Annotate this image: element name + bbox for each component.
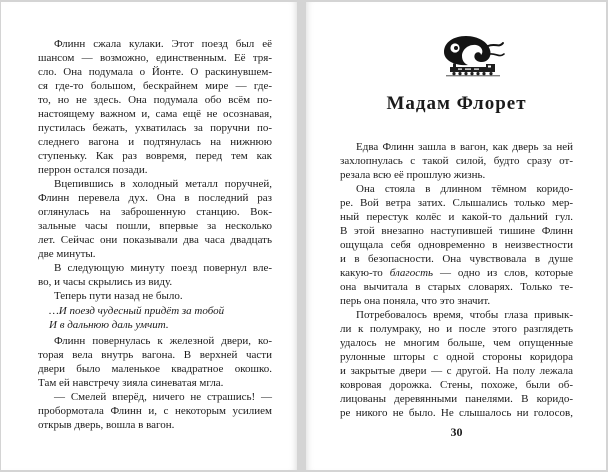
paragraph: [38, 37, 272, 177]
paragraph: [340, 182, 573, 308]
text-line: перрон остался позади.: [38, 164, 148, 176]
text-line: удалось не многим больше, чем опущенные: [340, 337, 573, 349]
verse-quote: [38, 304, 272, 332]
text-line: [340, 266, 573, 280]
text-line: настоящему важном и, сама ещё не осознавая,: [38, 108, 272, 120]
text-line: и в безопасности. Она чувствовала в душе: [340, 253, 573, 265]
text-line: то, но не здесь. Она подумала обо всём по-: [38, 94, 272, 106]
text-line: Флинн перевела дух. Она в последний раз: [38, 192, 272, 204]
text-line: ся где-то большом, бескрайнем мире — где-: [38, 80, 272, 92]
text-line: во, и часы скрылись из виду.: [38, 276, 173, 288]
page-number: 30: [450, 425, 463, 439]
text-line: сло. Она подумала о Йонте. О раскинувшем-: [38, 66, 272, 78]
paragraph: [38, 289, 272, 303]
text-segment: какую-то: [340, 267, 390, 279]
verse-line: …И поезд чудесный придёт за тобой: [49, 305, 225, 317]
text-line: Потребовалось время, чтобы глаза привык-: [356, 309, 573, 321]
text-line: Она стояла в длинном тёмном коридо-: [356, 183, 573, 195]
paragraph: [38, 334, 272, 390]
text-line: шансом — возможно, единственным. Её тря-: [38, 52, 272, 64]
emphasized-word: благость: [389, 267, 434, 279]
text-line: ступеньку. Как раз вовремя, перед тем как: [38, 150, 272, 162]
right-page: [306, 2, 606, 470]
left-page-text: [38, 37, 272, 432]
paragraph: [340, 140, 573, 182]
text-line: рулонные шторы с одной стороны коридора: [340, 351, 573, 363]
text-line: Флинн сжала кулаки. Этот поезд был её: [54, 38, 272, 50]
text-line: захлопнулась с такой силой, будто сразу от-: [340, 155, 573, 167]
text-line: ный перестук колёс и какой-то дальний гул.: [340, 211, 573, 223]
verse-line: И в дальнюю даль умчит.: [49, 319, 169, 331]
text-segment: — одно из слов, которые: [433, 267, 573, 279]
text-line: лет. Сейчас они показывали два часа двадцать: [38, 234, 272, 246]
text-line: ковровая дорожка. Стены, похоже, были об-: [340, 379, 573, 391]
chapter-title: Мадам Флорет: [386, 93, 527, 114]
text-line: пустилась бежать, ухватилась за поручни по-: [38, 122, 272, 134]
train-emblem-icon: [438, 34, 506, 78]
text-line: — Смелей вперёд, ничего не страшись! —: [54, 391, 272, 403]
left-page: [1, 2, 297, 470]
text-line: две минуты.: [38, 248, 96, 260]
text-line: торая вела внутрь вагона. В верхней части: [38, 349, 272, 361]
text-line: Флинн повернулась к железной двери, ко-: [54, 335, 272, 347]
text-line: оглянулась на заброшенную станцию. Вок-: [38, 206, 272, 218]
text-line: В этой внезапно наступившей тишине Флинн: [340, 225, 573, 237]
text-line: Вцепившись в холодный металл поручней,: [54, 178, 272, 190]
text-line: Едва Флинн зашла в вагон, как дверь за ней: [356, 141, 573, 153]
text-line: ре никого не было. Не слышалось ни голосов,: [340, 407, 573, 419]
text-line: следнего вагона и подтянулась на нижнюю: [38, 136, 272, 148]
text-line: В следующую минуту поезд повернул вле-: [54, 262, 272, 274]
text-line: перь она поняла, что это значит.: [340, 295, 491, 307]
text-line: зальные часы пошли, впервые за несколько: [38, 220, 272, 232]
text-line: двери было маленькое квадратное окошко.: [38, 363, 272, 375]
text-line: ре. Вой ветра затих. Слышались только мер-: [340, 197, 573, 209]
text-line: она вычитала в старых словарях. Только те-: [340, 281, 573, 293]
paragraph: [38, 261, 272, 289]
paragraph: [38, 390, 272, 432]
text-line: ли к полумраку, но и после этого разглядеть: [340, 323, 573, 335]
text-line: лицованы деревянными панелями. В коридо-: [340, 393, 573, 405]
text-line: Там ей навстречу зияла синеватая мгла.: [38, 377, 224, 389]
paragraph: [340, 308, 573, 420]
text-line: ощущала себя одновременно в неизвестности: [340, 239, 573, 251]
text-line: резала всю её прошлую жизнь.: [340, 169, 486, 181]
text-line: Теперь пути назад не было.: [54, 290, 183, 302]
text-line: открыв дверь, вошла в вагон.: [38, 419, 175, 431]
right-page-text: [340, 140, 573, 420]
text-line: и закрытые двери — с другой. На полу лежала: [340, 365, 573, 377]
text-line: пробормотала Флинн и, с некоторым усилием: [38, 405, 272, 417]
paragraph: [38, 177, 272, 261]
